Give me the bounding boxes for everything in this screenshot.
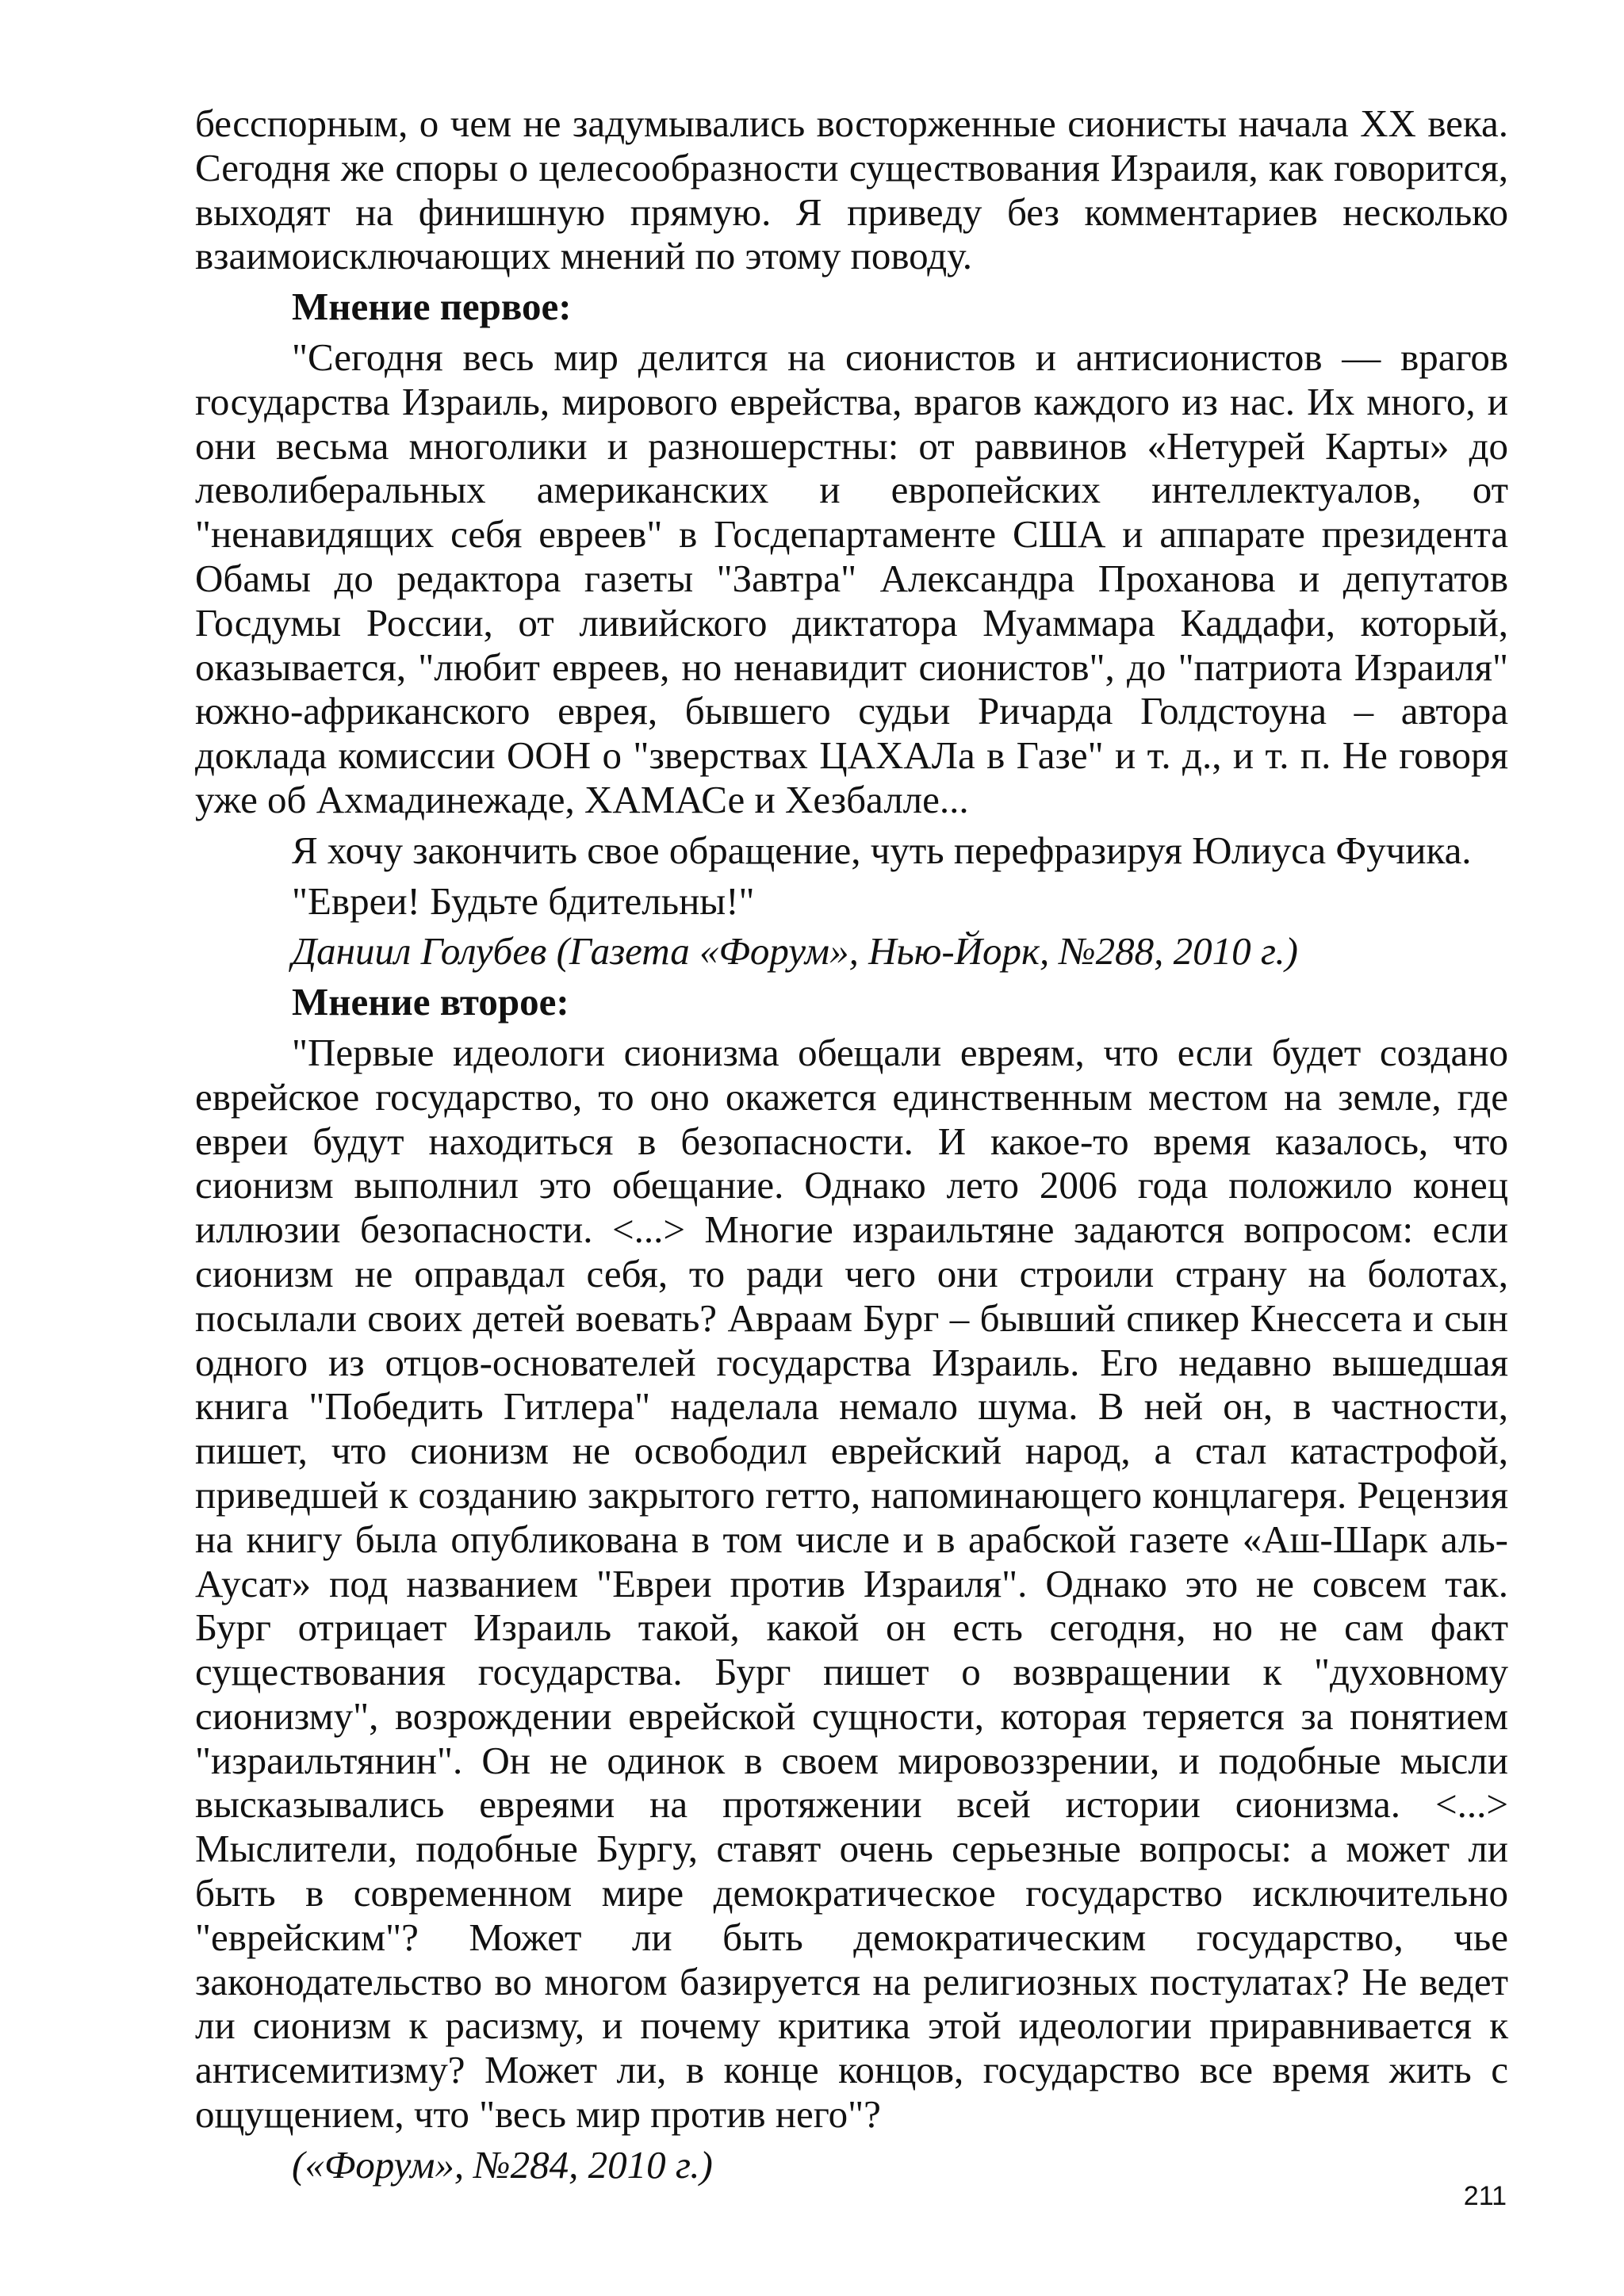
opinion-two-attribution: («Форум», №284, 2010 г.): [292, 2142, 713, 2187]
page-body: [195, 101, 1508, 2187]
opinion-one-attribution: Даниил Голубев (Газета «Форум», Нью-Йорк, №288, 2010 г.): [292, 929, 1298, 974]
opinion-one-quote: "Сегодня весь мир делится на сионистов и антисионистов — врагов государства Израиль, мирового еврейства, врагов каждого из нас. Их много, и они весьма многолики и разношерстны: от раввинов «Нетурей Карты» до леволиберальных американских и европейских интеллектуалов, от "ненавидящих себя евреев" в Госдепартаменте США и аппарате президента Обамы до редактора газеты "Завтра" Александра Проханова и депутатов Госдумы России, от ливийского диктатора Муаммара Каддафи, который, оказывается, "любит евреев, но ненавидит сионистов", до "патриота Израиля" южно-африканского еврея, бывшего судьи Ричарда Голдстоуна – автора доклада комиссии ООН о "зверствах ЦАХАЛа в Газе" и т. д., и т. п. Не говоря уже об Ахмадинежаде, ХАМАСе и Хезбалле...: [195, 335, 1508, 821]
opinion-one-heading: Мнение первое:: [292, 285, 572, 329]
opinion-two-heading: Мнение второе:: [292, 980, 569, 1024]
page-number: 211: [1463, 2181, 1507, 2211]
opinion-one-call: "Евреи! Будьте бдительны!": [292, 878, 755, 923]
opinion-one-closing-line: Я хочу закончить свое обращение, чуть перефразируя Юлиуса Фучика.: [292, 828, 1472, 872]
opinion-two-quote: "Первые идеологи сионизма обещали евреям, что если будет создано еврейское государство, то оно окажется единственным местом на земле, где евреи будут находиться в безопасности. И какое-то время казалось, что сионизм выполнил это обещание. Однако лето 2006 года положило конец иллюзии безопасности. <...> Многие израильтяне задаются вопросом: если сионизм не оправдал себя, то ради чего они строили страну на болотах, посылали своих детей воевать? Авраам Бург – бывший спикер Кнессета и сын одного из отцов-основателей государства Израиль. Его недавно вышедшая книга "Победить Гитлера" наделала немало шума. В ней он, в частности, пишет, что сионизм не освободил еврейский народ, а стал катастрофой, приведшей к созданию закрытого гетто, напоминающего концлагеря. Рецензия на книгу была опубликована в том числе и в арабской газете «Аш-Шарк аль-Аусат» под названием "Евреи против Израиля". Однако это не совсем так. Бург отрицает Израиль такой, какой он есть сегодня, но не сам факт существования государства. Бург пишет о возвращении к "духовному сионизму", возрождении еврейской сущности, которая теряется за понятием "израильтянин". Он не одинок в своем мировоззрении, и подобные мысли высказывались евреями на протяжении всей истории сионизма. <...> Мыслители, подобные Бургу, ставят очень серьезные вопросы: а может ли быть в современном мире демократическое государство исключительно "еврейским"? Может ли быть демократическим государство, чье законодательство во многом базируется на религиозных постулатах? Не ведет ли сионизм к расизму, и почему критика этой идеологии приравнивается к антисемитизму? Может ли, в конце концов, государство все время жить с ощущением, что "весь мир против него"?: [195, 1030, 1508, 2137]
intro-paragraph: бесспорным, о чем не задумывались восторженные сионисты начала XX века. Сегодня же споры о целесообразности существования Израиля, как говорится, выходят на финишную прямую. Я приведу без комментариев несколько взаимоисключающих мнений по этому поводу.: [195, 101, 1508, 278]
